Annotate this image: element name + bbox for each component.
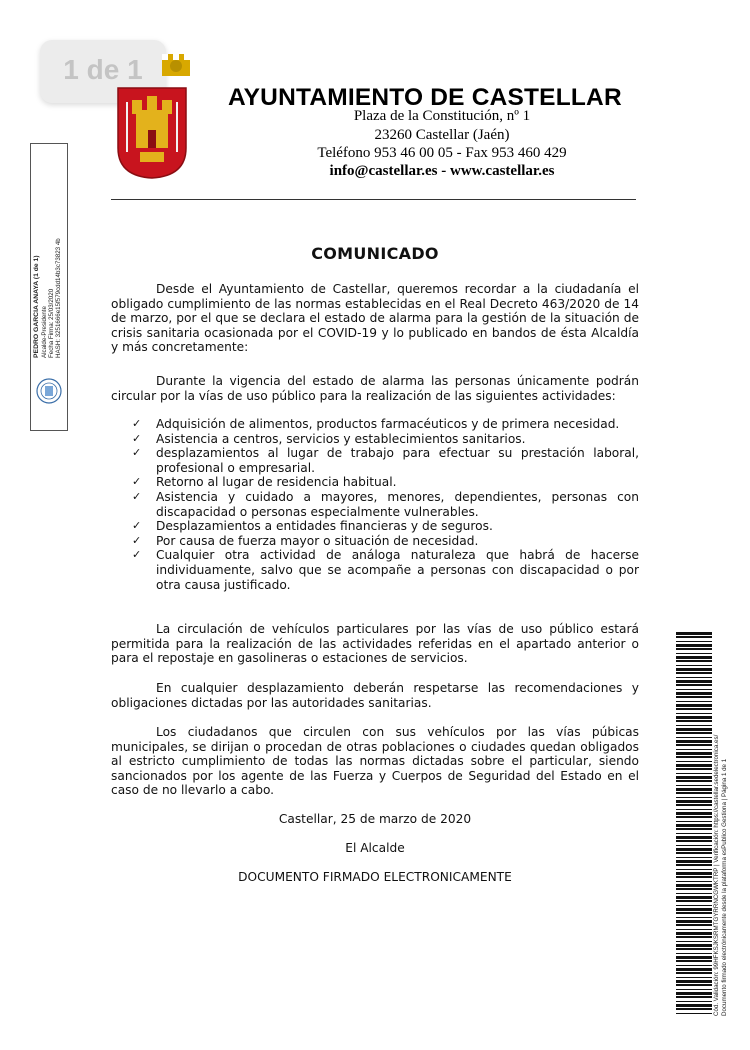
- vehicles-paragraph: La circulación de vehículos particulares por las vías de uso público estará permitida para la realización de las actividades referidas en el apartado anterior o para el repostaje en gasolineras o estaciones de servicios.: [111, 622, 639, 666]
- check-icon: ✓: [132, 533, 142, 547]
- list-item: ✓ Asistencia a centros, servicios y establecimientos sanitarios.: [132, 431, 526, 446]
- address-line: Plaza de la Constitución, nº 1: [353, 108, 531, 124]
- document-title: COMUNICADO: [311, 244, 439, 263]
- contact-line: info@castellar.es - www.castellar.es: [329, 163, 555, 179]
- stamp-signer: PEDRO GARCIA ANAYA (1 de 1): [33, 255, 40, 358]
- seal-icon: [36, 378, 62, 404]
- list-item: ✓ Asistencia y cuidado a mayores, menores, dependientes, personas con discapacidad o personas especialmente vulnerables.: [132, 489, 639, 519]
- sanctions-paragraph: Los ciudadanos que circulen con sus vehículos por las vías púbicas municipales, se dirijan o procedan de otras poblaciones o ciudades quedan obligados al estricto cumplimiento de todas las normas dictadas sobre el particular, siendo sancionados por los agente de las Fuerza y Cuerpos de Seguridad del Estado en el caso de no llevarlo a cabo.: [111, 725, 639, 798]
- check-icon: ✓: [132, 475, 142, 489]
- signer-title: El Alcalde: [345, 841, 405, 855]
- stamp-role: Alcalde-Presidente: [41, 306, 48, 358]
- list-item: ✓ desplazamientos al lugar de trabajo para efectuar su prestación laboral, profesional o empresarial.: [132, 446, 639, 475]
- signed-note: DOCUMENTO FIRMADO ELECTRONICAMENTE: [238, 870, 512, 884]
- activities-list: [132, 417, 639, 592]
- header-divider: [111, 199, 636, 200]
- city-line: 23260 Castellar (Jaén): [374, 127, 510, 143]
- recommendations-paragraph: En cualquier desplazamiento deberán respetarse las recomendaciones y obligaciones dictadas por las autoridades sanitarias.: [111, 681, 639, 710]
- list-item: ✓ Adquisición de alimentos, productos farmacéuticos y de primera necesidad.: [132, 417, 620, 431]
- list-item: ✓ Por causa de fuerza mayor o situación de necesidad.: [132, 533, 479, 548]
- list-item: ✓ Cualquier otra actividad de análoga naturaleza que habrá de hacerse individuamente, salvo que se acompañe a personas con discapacidad o por otra causa justificado.: [132, 548, 639, 592]
- stamp-hash: HASH: 3251666e15f579cdd14b3c73823 4b: [55, 238, 62, 358]
- check-icon: ✓: [132, 417, 142, 430]
- list-intro-paragraph: Durante la vigencia del estado de alarma las personas únicamente podrán circular por la vías de uso público para la realización de las siguientes actividades:: [111, 374, 639, 403]
- check-icon: ✓: [132, 548, 142, 562]
- intro-paragraph: Desde el Ayuntamiento de Castellar, queremos recordar a la ciudadanía el obligado cumplimiento de las normas establecidas en el Real Decreto 463/2020 de 14 de marzo, por el que se declara el estado de alarma para la gestión de la situación de crisis sanitaria ocasionada por el COVID-19 y lo publicado en bandos de ésta Alcaldía y más concretamente:: [111, 282, 639, 355]
- check-icon: ✓: [132, 519, 142, 533]
- list-item: ✓ Retorno al lugar de residencia habitual.: [132, 475, 397, 490]
- phone-line: Teléfono 953 46 00 05 - Fax 953 460 429: [317, 145, 567, 161]
- castellar-coat-of-arms: [112, 52, 192, 182]
- verification-platform: Documento firmado electrónicamente desde la plataforma esPublico Gestiona | Página 1 de 1: [721, 758, 728, 1016]
- check-icon: ✓: [132, 446, 142, 460]
- page-indicator-text: 1 de 1: [63, 54, 143, 85]
- verification-code: Cód. Validación: 99HFKSJKSRMTGYRRNCGWKTRP | Verificación: https://castellar.sedelectronica.es/: [713, 734, 720, 1016]
- place-date: Castellar, 25 de marzo de 2020: [278, 812, 472, 826]
- check-icon: ✓: [132, 489, 142, 503]
- list-item: ✓ Desplazamientos a entidades financieras y de seguros.: [132, 519, 493, 534]
- stamp-date: Fecha Firma: 25/03/2020: [48, 288, 55, 358]
- verification-barcode: [676, 632, 712, 1018]
- institution-title: AYUNTAMIENTO DE CASTELLAR: [228, 84, 622, 111]
- check-icon: ✓: [132, 431, 142, 445]
